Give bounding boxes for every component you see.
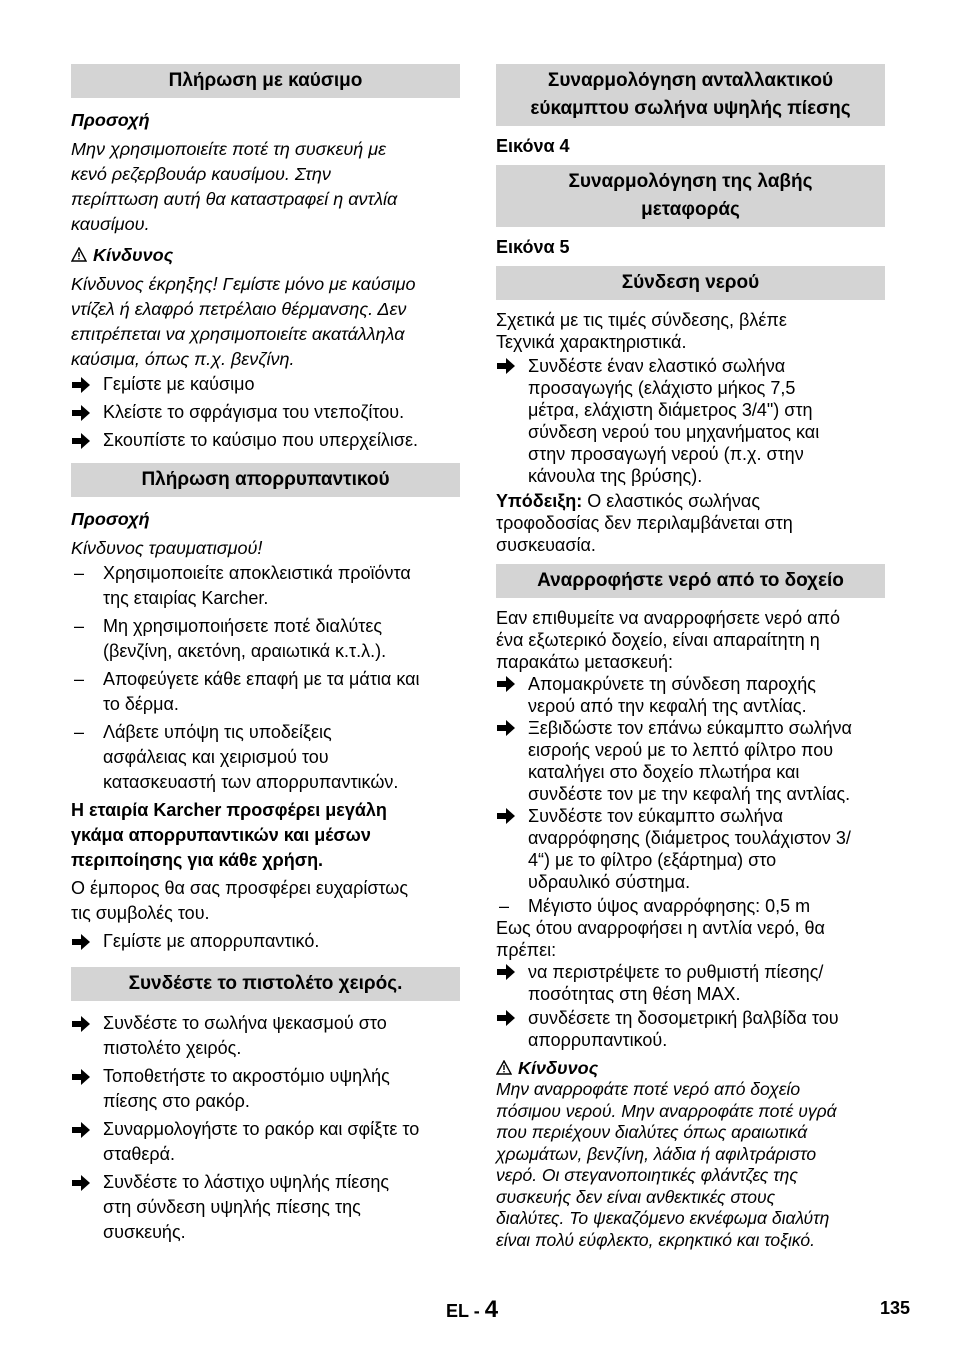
- step-item: Γεμίστε με απορρυπαντικό.: [71, 929, 460, 954]
- arrow-right-icon: [496, 1008, 516, 1028]
- caution-title: Προσοχή: [71, 509, 150, 529]
- figure-reference: Εικόνα 4: [496, 136, 570, 156]
- step-item: Σκουπίστε το καύσιμο που υπερχείλισε.: [71, 428, 460, 453]
- section-heading-detergent: Πλήρωση απορρυπαντικού: [71, 463, 460, 497]
- arrow-right-icon: [496, 806, 516, 826]
- warning-triangle-icon: [496, 1060, 512, 1075]
- section-heading-refuel: Πλήρωση με καύσιμο: [71, 64, 460, 98]
- suction-intro: Εαν επιθυμείτε να αναρροφήσετε νερό από ένα εξωτερικό δοχείο, είναι απαραίτητη η παρακάτω μετασκευή:: [496, 608, 841, 672]
- arrow-right-icon: [71, 1120, 91, 1140]
- dash-item: – Χρησιμοποιείτε αποκλειστικά προϊόντα της εταιρίας Karcher.: [74, 563, 411, 608]
- section-heading-handle: Συναρμολόγηση της λαβής μεταφοράς: [496, 165, 885, 227]
- caution-title: Προσοχή: [71, 110, 150, 130]
- left-column: [71, 64, 460, 1245]
- karcher-note: Η εταιρία Karcher προσφέρει μεγάλη γκάμα απορρυπαντικών και μέσων περιποίησης για κάθε χρήση.: [71, 800, 387, 870]
- step-item: Τοποθετήστε το ακροστόμιο υψηλής πίεσης στο ρακόρ.: [71, 1064, 460, 1114]
- arrow-right-icon: [496, 356, 516, 376]
- dash-item: – Μη χρησιμοποιήσετε ποτέ διαλύτες (βενζίνη, ακετόνη, αραιωτικά κ.τ.λ.).: [74, 616, 387, 661]
- until-text: Εως ότου αναρροφήσει η αντλία νερό, θα πρέπει:: [496, 918, 825, 960]
- arrow-right-icon: [71, 1067, 91, 1087]
- section-heading-suction: Αναρροφήστε νερό από το δοχείο: [496, 564, 885, 598]
- arrow-right-icon: [71, 431, 91, 451]
- dash-item: – Λάβετε υπόψη τις υποδείξεις ασφάλειας και χειρισμού του κατασκευαστή των απορρυπαντικών.: [74, 722, 399, 792]
- arrow-right-icon: [71, 403, 91, 423]
- right-column: [496, 64, 885, 1251]
- section-heading-water: Σύνδεση νερού: [496, 266, 885, 300]
- step-item: Απομακρύνετε τη σύνδεση παροχής νερού από την κεφαλή της αντλίας.: [496, 673, 885, 717]
- arrow-right-icon: [71, 932, 91, 952]
- step-item: Συνδέστε τον εύκαμπτο σωλήνα αναρρόφησης (διάμετρος τουλάχιστον 3/ 4“) με το φίλτρο (εξάρτημα) στο υδραυλικό σύστημα.: [496, 805, 885, 893]
- step-item: Συνδέστε το σωλήνα ψεκασμού στο πιστολέτο χειρός.: [71, 1011, 460, 1061]
- dash-item: – Αποφεύγετε κάθε επαφή με τα μάτια και το δέρμα.: [74, 669, 420, 714]
- step-item: Κλείστε το σφράγισμα του ντεποζίτου.: [71, 400, 460, 425]
- water-intro: Σχετικά με τις τιμές σύνδεσης, βλέπε Τεχνικά χαρακτηριστικά.: [496, 310, 787, 352]
- figure-reference: Εικόνα 5: [496, 237, 570, 257]
- section-heading-hose: Συναρμολόγηση ανταλλακτικού εύκαμπτου σωλήνα υψηλής πίεσης: [496, 64, 885, 126]
- section-heading-gun: Συνδέστε το πιστολέτο χειρός.: [71, 967, 460, 1001]
- warning-triangle-icon: [71, 247, 87, 262]
- danger-text: Μην αναρροφάτε ποτέ νερό από δοχείο πόσιμου νερού. Μην αναρροφάτε ποτέ υγρά που περιέχουν διαλύτες όπως αραιωτικά χρωμάτων, βενζίνη, λάδια ή αφιλτράριστο νερό. Οι στεγανοποιητικές φλάντζες της συσκευής δεν είναι ανθεκτικές στους διαλύτες. Το ψεκαζόμενο εκνέφωμα διαλύτη είναι πολύ εύφλεκτο, εκρηκτικό και τοξικό.: [496, 1079, 837, 1250]
- step-item: Συνδέστε έναν ελαστικό σωλήνα προσαγωγής (ελάχιστο μήκος 7,5 μέτρα, ελάχιστη διάμετρος 3/4") στη σύνδεση νερού του μηχανήματος και στην προσαγωγή νερού (π.χ. στην κάνουλα της βρύσης).: [496, 355, 885, 487]
- footer-chapter: EL - 4: [446, 1296, 499, 1323]
- step-item: να περιστρέψετε το ρυθμιστή πίεσης/ ποσότητας στη θέση MAX.: [496, 961, 885, 1005]
- step-item: Συνδέστε το λάστιχο υψηλής πίεσης στη σύνδεση υψηλής πίεσης της συσκευής.: [71, 1170, 460, 1245]
- page-number: 135: [880, 1298, 911, 1318]
- arrow-right-icon: [71, 1173, 91, 1193]
- arrow-right-icon: [71, 1014, 91, 1034]
- dealer-note: Ο έμπορος θα σας προσφέρει ευχαρίστως τις συμβολές του.: [71, 878, 409, 923]
- arrow-right-icon: [71, 375, 91, 395]
- dash-item: – Μέγιστο ύψος αναρρόφησης: 0,5 m: [499, 896, 811, 916]
- arrow-right-icon: [496, 962, 516, 982]
- arrow-right-icon: [496, 718, 516, 738]
- danger-title: Κίνδυνος: [496, 1057, 885, 1079]
- danger-text: Κίνδυνος έκρηξης! Γεμίστε μόνο με καύσιμο ντίζελ ή ελαφρό πετρέλαιο θέρμανσης. Δεν επιτρέπεται να χρησιμοποιείτε ακατάλληλα καύσιμα, όπως π.χ. βενζίνη.: [71, 274, 416, 369]
- step-item: Γεμίστε με καύσιμο: [71, 372, 460, 397]
- danger-title: Κίνδυνος: [71, 243, 460, 268]
- step-item: Συναρμολογήστε το ρακόρ και σφίξτε το σταθερά.: [71, 1117, 460, 1167]
- step-item: συνδέσετε τη δοσομετρική βαλβίδα του απορρυπαντικού.: [496, 1007, 885, 1051]
- note: Υπόδειξη: Ο ελαστικός σωλήνας τροφοδοσίας δεν περιλαμβάνεται στη συσκευασία.: [496, 491, 793, 555]
- arrow-right-icon: [496, 674, 516, 694]
- caution-text: Κίνδυνος τραυματισμού!: [71, 538, 263, 558]
- caution-text: Μην χρησιμοποιείτε ποτέ τη συσκευή με κενό ρεζερβουάρ καυσίμου. Στην περίπτωση αυτή θα καταστραφεί η αντλία καυσίμου.: [71, 139, 398, 234]
- step-item: Ξεβιδώστε τον επάνω εύκαμπτο σωλήνα εισροής νερού με το λεπτό φίλτρο που καταλήγει στο δοχείο πλωτήρα και συνδέστε τον με την κεφαλή της αντλίας.: [496, 717, 885, 805]
